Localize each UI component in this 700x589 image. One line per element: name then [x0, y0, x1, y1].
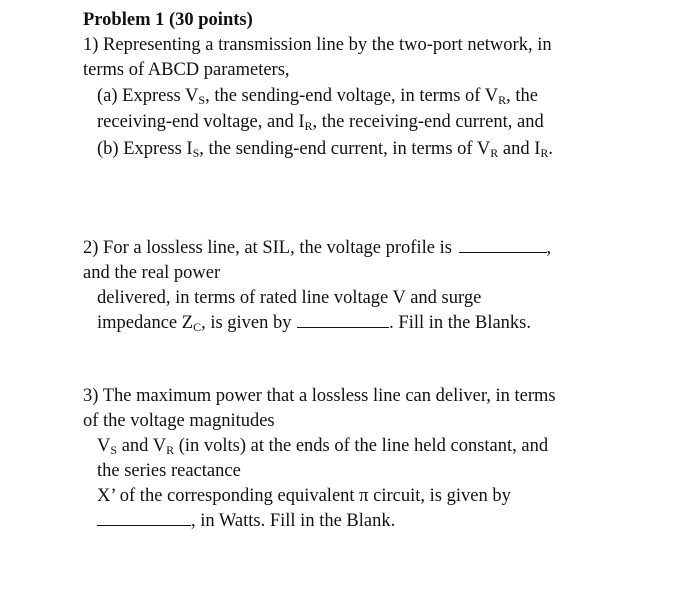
q1-line-2: terms of ABCD parameters, — [83, 60, 290, 80]
sub-r: R — [304, 119, 313, 133]
q3-line-6 — [97, 509, 395, 533]
q2-text-1: 2) For a lossless line, at SIL, the voltage profile is — [83, 238, 452, 258]
q3-line-4: the series reactance — [97, 461, 241, 481]
sub-r: R — [490, 146, 499, 160]
q2-text-1-end: , — [546, 238, 552, 258]
q1-c-text-3: and I — [498, 139, 541, 159]
q2-line-1 — [83, 236, 551, 260]
q1-c-text-2: , the sending-end current, in terms of V — [199, 139, 491, 159]
q3-line-2: of the voltage magnitudes — [83, 411, 275, 431]
answer-blank-real-power — [297, 313, 389, 328]
q1-part-a-line — [97, 84, 538, 108]
sub-r: R — [540, 146, 549, 160]
q3-text-6: , in Watts. Fill in the Blank. — [191, 511, 396, 531]
q1-c-text-1: (b) Express I — [97, 139, 193, 159]
problem-title: Problem 1 (30 points) — [83, 10, 253, 30]
q1-part-a-line-2 — [97, 110, 544, 134]
q1-b-text-2: , the receiving-end current, and — [312, 112, 544, 132]
q1-c-text-4: . — [548, 139, 553, 159]
q2-line-3: delivered, in terms of rated line voltage V and surge — [97, 288, 482, 308]
q3-line-5: X’ of the corresponding equivalent π circuit, is given by — [97, 486, 511, 506]
q1-a-text-1: (a) Express V — [97, 86, 199, 106]
q1-a-text-3: , the — [506, 86, 538, 106]
q2-text-4a: impedance Z — [97, 313, 194, 333]
q3-text-3a: V — [97, 436, 111, 456]
q1-part-b-line — [97, 137, 553, 161]
sub-c: C — [193, 320, 202, 334]
sub-s: S — [198, 93, 206, 107]
q3-line-3 — [97, 434, 548, 458]
q2-text-4b: , is given by — [201, 313, 292, 333]
sub-s: S — [110, 443, 118, 457]
sub-r: R — [498, 93, 507, 107]
answer-blank-voltage-profile — [459, 238, 547, 253]
sub-r: R — [166, 443, 175, 457]
q3-text-3c: (in volts) at the ends of the line held constant, and — [174, 436, 549, 456]
q1-a-text-2: , the sending-end voltage, in terms of V — [205, 86, 499, 106]
q1-line-1: 1) Representing a transmission line by the two-port network, in — [83, 35, 552, 55]
q2-text-4c: . Fill in the Blanks. — [389, 313, 531, 333]
q1-b-text-1: receiving-end voltage, and I — [97, 112, 305, 132]
q2-line-2: and the real power — [83, 263, 221, 283]
q3-text-3b: and V — [117, 436, 167, 456]
sub-s: S — [192, 146, 200, 160]
q2-line-4 — [97, 311, 531, 335]
answer-blank-max-power — [97, 511, 191, 526]
q3-line-1: 3) The maximum power that a lossless line can deliver, in terms — [83, 386, 556, 406]
